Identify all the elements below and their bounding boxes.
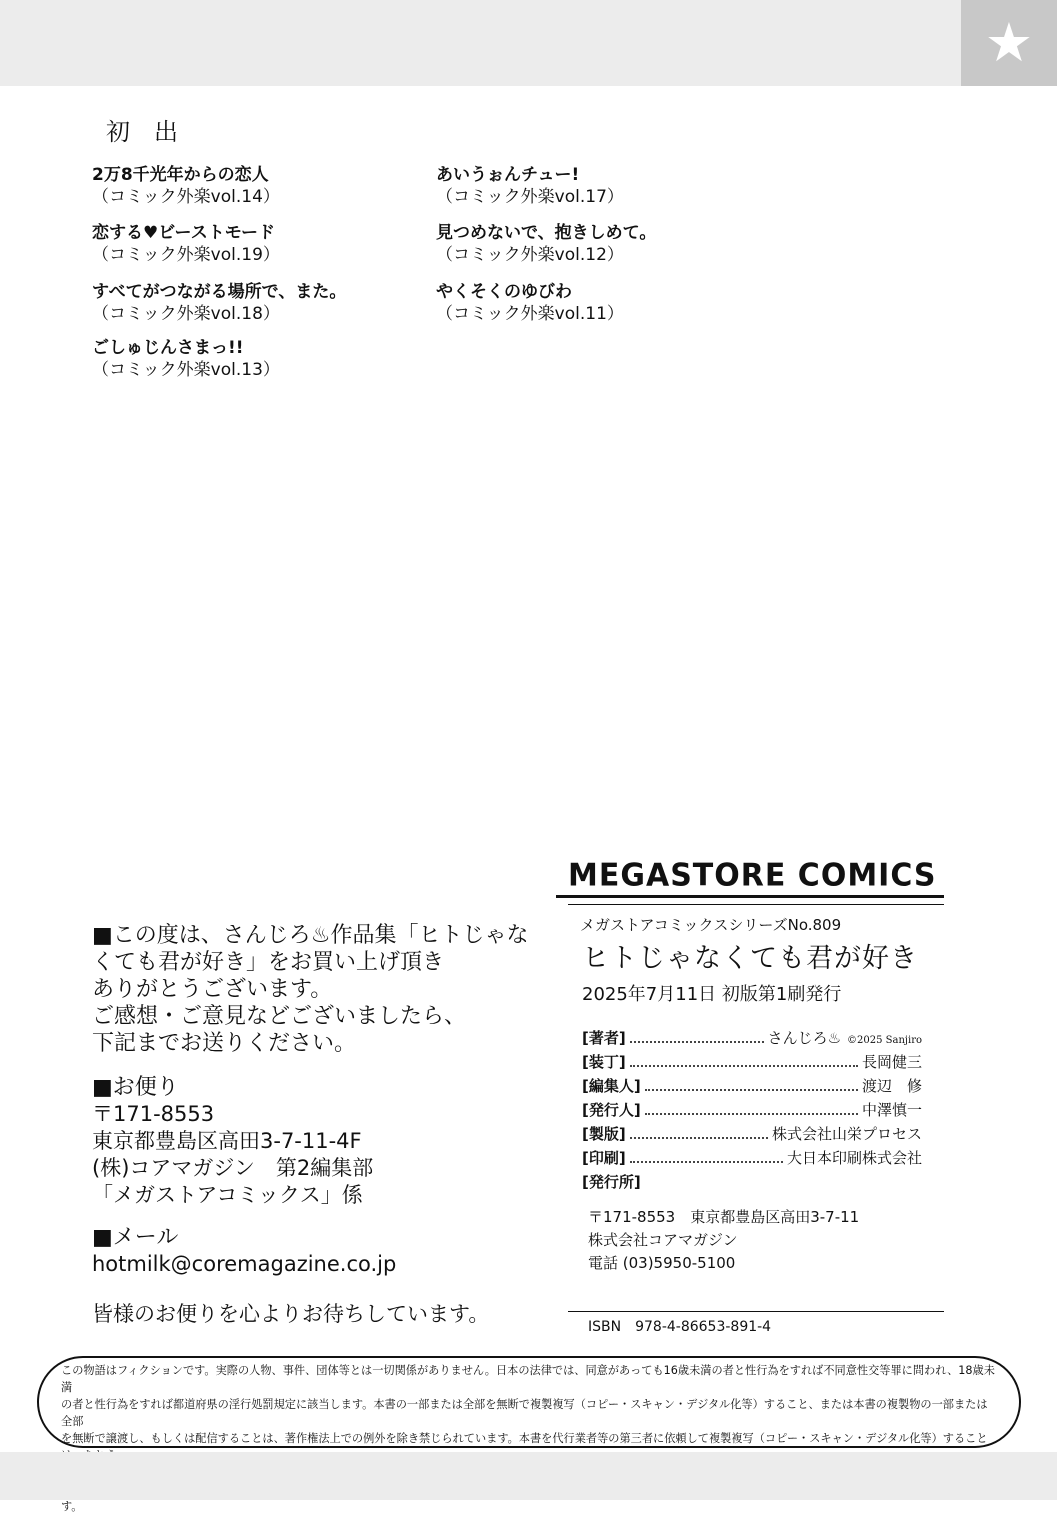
postal-address — [92, 1101, 373, 1209]
postal-line: 「メガストアコミックス」係 — [92, 1183, 363, 1207]
notice-line: す。 — [61, 1500, 83, 1513]
leader-dots — [645, 1079, 858, 1091]
isbn: ISBN 978-4-86653-891-4 — [588, 1319, 772, 1335]
isbn-divider — [568, 1311, 944, 1312]
story-source: （コミック外楽vol.19） — [92, 245, 280, 265]
story-title: 恋する♥ビーストモード — [92, 223, 276, 243]
legal-notice — [37, 1356, 1021, 1513]
story-entry — [92, 338, 412, 381]
story-entry — [92, 282, 412, 325]
credit-value: 株式会社山栄プロセス — [771, 1125, 922, 1143]
story-entry — [436, 223, 756, 266]
address-line: 電話 (03)5950-5100 — [588, 1254, 736, 1272]
postal-line: 東京都豊島区高田3-7-11-4F — [92, 1129, 362, 1153]
credit-row — [582, 1027, 922, 1051]
credit-key: [装丁] — [582, 1053, 626, 1071]
postal-line: 〒171-8553 — [92, 1102, 215, 1126]
credit-key: [発行人] — [582, 1101, 641, 1119]
leader-dots — [630, 1031, 764, 1043]
credit-key: [発行所] — [582, 1173, 641, 1191]
reader-message — [92, 922, 529, 1057]
message-line: ありがとうございます。 — [92, 977, 333, 1002]
story-source: （コミック外楽vol.14） — [92, 187, 280, 207]
story-source: （コミック外楽vol.13） — [92, 360, 280, 380]
credit-key: [印刷] — [582, 1149, 626, 1167]
leader-dots — [630, 1127, 768, 1139]
credit-row — [582, 1099, 922, 1123]
credit-value: さんじろ♨ — [767, 1029, 842, 1047]
postal-line: (株)コアマガジン 第2編集部 — [92, 1156, 374, 1180]
book-title: ヒトじゃなくても君が好き — [582, 943, 918, 974]
story-title: 2万8千光年からの恋人 — [92, 165, 269, 185]
copyright-notice: ©2025 Sanjiro — [847, 1035, 922, 1046]
story-source: （コミック外楽vol.18） — [92, 304, 280, 324]
credit-value: 長岡健三 — [861, 1053, 922, 1071]
leader-dots — [630, 1055, 858, 1067]
story-title: 見つめないで、抱きしめて。 — [436, 223, 657, 243]
credit-key: [著者] — [582, 1029, 626, 1047]
story-source: （コミック外楽vol.12） — [436, 245, 624, 265]
credit-row — [582, 1171, 922, 1195]
credit-key: [製版] — [582, 1125, 626, 1143]
credit-value: 中澤慎一 — [861, 1101, 922, 1119]
star-icon: ★ — [984, 11, 1034, 74]
story-title: やくそくのゆびわ — [436, 282, 572, 302]
address-line: 〒171-8553 東京都豊島区高田3-7-11 — [588, 1208, 860, 1226]
story-title: すべてがつながる場所で、また。 — [92, 282, 347, 302]
top-band — [0, 0, 1057, 86]
closing-line: 皆様のお便りを心よりお待ちしています。 — [92, 1302, 490, 1326]
message-line: 下記までお送りください。 — [92, 1031, 357, 1056]
credit-row — [582, 1123, 922, 1147]
story-entry — [92, 165, 412, 208]
story-source: （コミック外楽vol.17） — [436, 187, 624, 207]
leader-dots — [645, 1103, 858, 1115]
message-line: ■この度は、さんじろ♨作品集「ヒトじゃな — [92, 923, 529, 948]
brand-block — [556, 858, 944, 905]
notice-line: この物語はフィクションです。実際の人物、事件、団体等とは一切関係がありません。日本の法律では、同意があっても16歳未満の者と性行為をすれば不同意性交等罪に問われ、18歳未満 — [61, 1364, 995, 1394]
brand-rule-thin — [568, 904, 944, 905]
series-number: メガストアコミックスシリーズNo.809 — [580, 916, 842, 934]
story-entry — [436, 282, 756, 325]
address-line: 株式会社コアマガジン — [588, 1231, 738, 1249]
mail-heading: ■お便り — [92, 1075, 179, 1100]
credit-row — [582, 1075, 922, 1099]
credit-value: 渡辺 修 — [861, 1077, 922, 1095]
message-line: くても君が好き」をお買い上げ頂き — [92, 950, 445, 975]
leader-dots — [630, 1151, 783, 1163]
story-entry — [436, 165, 756, 208]
credit-value: 大日本印刷株式会社 — [786, 1149, 922, 1167]
brand-rule — [556, 895, 944, 898]
message-line: ご感想・ご意見などございましたら、 — [92, 1004, 467, 1029]
publication-date: 2025年7月11日 初版第1刷発行 — [582, 984, 842, 1005]
bottom-band — [0, 1452, 1057, 1500]
star-badge — [961, 0, 1057, 86]
notice-line: の者と性行為をすれば都道府県の淫行処罰規定に該当します。本書の一部または全部を無断で複製複写（コピー・スキャン・デジタル化等）すること、または本書の複製物の一部または全部 — [61, 1398, 988, 1428]
story-entry — [92, 223, 412, 266]
story-title: ごしゅじんさまっ!! — [92, 338, 244, 358]
publisher-address — [588, 1206, 859, 1275]
credit-key: [編集人] — [582, 1077, 641, 1095]
story-title: あいうぉんチュー! — [436, 165, 580, 185]
credit-row — [582, 1051, 922, 1075]
notice-line: を無断で譲渡し、もしくは配信することは、著作権法上での例外を除き禁じられています。本書を代行業者等の第三者に依頼して複製複写（コピー・スキャン・デジタル化等）すること — [61, 1432, 988, 1445]
email-address: hotmilk@coremagazine.co.jp — [92, 1252, 397, 1276]
credits-list — [582, 1027, 922, 1195]
credit-row — [582, 1147, 922, 1171]
brand-logo: MEGASTORE COMICS — [568, 857, 937, 894]
email-heading: ■メール — [92, 1225, 179, 1250]
first-appearance-title: 初出 — [106, 118, 202, 146]
story-source: （コミック外楽vol.11） — [436, 304, 624, 324]
